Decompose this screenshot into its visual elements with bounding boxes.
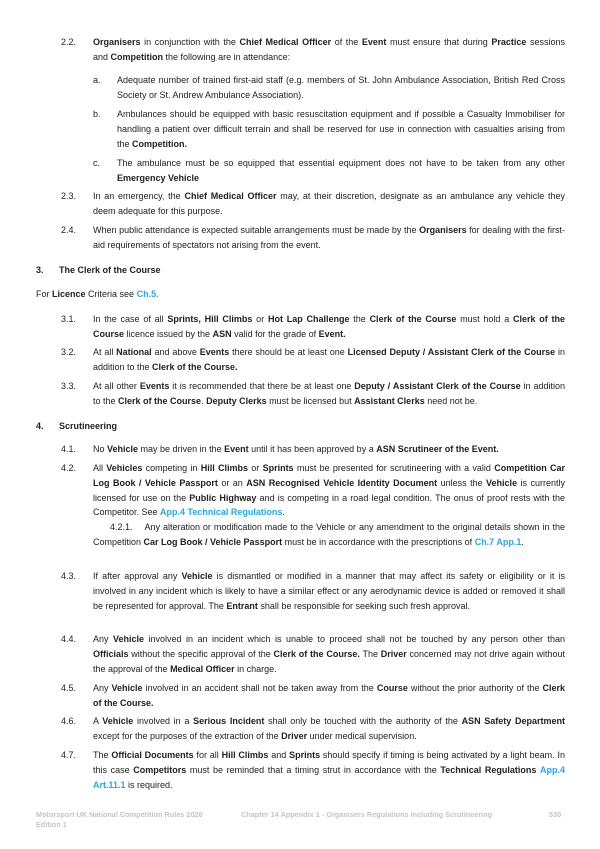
list-item-c: The ambulance must be so equipped that essential equipment does not have to be taken from any other Emergency Vehicle	[117, 158, 565, 183]
clause-number: 4.1.	[61, 444, 77, 454]
clause-4-2: All Vehicles competing in Hill Climbs or Sprints must be presented for scrutineering with a valid Competition Car Log Book / Vehicle Passport or an ASN Recognised Vehicle Identity Document unless the Vehicle is currently licensed for use on the Public Highway and is competing in a road legal condition. The onus of proof rests with the Competitor. See App.4 Technical Regulations.	[93, 463, 566, 518]
clause-3-2: At all National and above Events there should be at least one Licensed Deputy / Assistant Clerk of the Course in addition to the Clerk of the Course.	[93, 347, 565, 372]
clause-2-3: In an emergency, the Chief Medical Officer may, at their discretion, designate as an ambulance any vehicle they deem adequate for this purpose.	[93, 191, 565, 216]
section-heading: 3. The Clerk of the Course	[36, 265, 161, 275]
link-ch5[interactable]: Ch.5.	[136, 289, 159, 299]
list-letter: a.	[93, 75, 101, 85]
footer-chapter: Chapter 14 Appendix 1 - Organisers Regulations Including Scrutineering	[241, 810, 493, 819]
clause-number: 4.4.	[61, 634, 77, 644]
clause-number: 4.6.	[61, 716, 77, 726]
clause-4-1: No Vehicle may be driven in the Event until it has been approved by a ASN Scrutineer of the Event.	[93, 444, 499, 454]
footer-title: Motorsport UK National Competition Rules 2026 Edition 1	[36, 810, 203, 829]
clause-4-5: Any Vehicle involved in an accident shall not be taken away from the Course without the prior authority of the Clerk of the Course.	[93, 683, 566, 708]
list-letter: b.	[93, 109, 101, 119]
clause-number: 3.3.	[61, 381, 77, 391]
clause-number: 2.3.	[61, 191, 77, 201]
section-intro: For Licence Criteria see Ch.5.	[36, 289, 159, 299]
clause-number: 3.1.	[61, 314, 77, 324]
clause-number: 2.4.	[61, 225, 77, 235]
clause-4-7: The Official Documents for all Hill Climbs and Sprints should specify if timing is being activated by a light beam. In this case Competitors must be reminded that a timing strut in accordance with the Technical Regulations App.4 Art.11.1 is required.	[93, 750, 565, 790]
link-app4-art11-1[interactable]: App.4 Art.11.1	[93, 764, 565, 790]
clause-4-2-1: 4.2.1. Any alteration or modification made to the Vehicle or any amendment to the original details shown in the Competition Car Log Book / Vehicle Passport must be in accordance with the prescriptions of Ch.7 App.1.	[93, 522, 565, 547]
clause-4-4: Any Vehicle involved in an incident which is unable to proceed shall not be touched by any person other than Officials without the specific approval of the Clerk of the Course. The Driver concerned may not drive again without the approval of the Medical Officer in charge.	[93, 634, 565, 674]
clause-3-1: In the case of all Sprints, Hill Climbs or Hot Lap Challenge the Clerk of the Course must hold a Clerk of the Course licence issued by the ASN valid for the grade of Event.	[93, 314, 566, 339]
clause-number: 2.2.	[61, 37, 77, 47]
clause-2-2: Organisers in conjunction with the Chief Medical Officer of the Event must ensure that during Practice sessions and Competition the following are in attendance:	[93, 37, 565, 62]
list-item-b: Ambulances should be equipped with basic resuscitation equipment and if possible a Casualty Immobiliser for handling a patient over difficult terrain and shall be reserved for use in connection with casualties arising from the Competition.	[117, 109, 565, 149]
clause-number: 4.3.	[61, 571, 77, 581]
link-app4-technical-regulations[interactable]: App.4 Technical Regulations	[160, 507, 283, 518]
list-item-a: Adequate number of trained first-aid staff (e.g. members of St. John Ambulance Association, British Red Cross Society or St. Andrew Ambulance Association).	[117, 75, 565, 100]
clause-number: 3.2.	[61, 347, 77, 357]
clause-number: 4.2.	[61, 463, 77, 473]
clause-4-6: A Vehicle involved in a Serious Incident shall only be touched with the authority of the ASN Safety Department except for the purposes of the extraction of the Driver under medical supervision.	[93, 716, 566, 741]
clause-2-4: When public attendance is expected suitable arrangements must be made by the Organisers for dealing with the first-aid requirements of spectators not arising from the event.	[93, 225, 565, 250]
clause-number: 4.2.1.	[110, 522, 133, 532]
page-number: 530	[549, 810, 562, 819]
clause-number: 4.5.	[61, 683, 77, 693]
list-letter: c.	[93, 158, 101, 168]
link-ch7-app1[interactable]: Ch.7 App.1	[474, 536, 522, 547]
clause-3-3: At all other Events it is recommended that there be at least one Deputy / Assistant Clerk of the Course in addition to the Clerk of the Course. Deputy Clerks must be licensed but Assistant Clerks need not be.	[93, 381, 565, 406]
clause-number: 4.7.	[61, 750, 77, 760]
section-heading: 4. Scrutineering	[36, 421, 118, 431]
clause-4-3: If after approval any Vehicle is dismantled or modified in a manner that may affect its safety or eligibility or it is involved in any incident which is likely to have a similar effect or any aerodynamic device is added or removed it shall be represented for approval. The Entrant shall be responsible for seeking such fresh approval.	[93, 571, 565, 611]
